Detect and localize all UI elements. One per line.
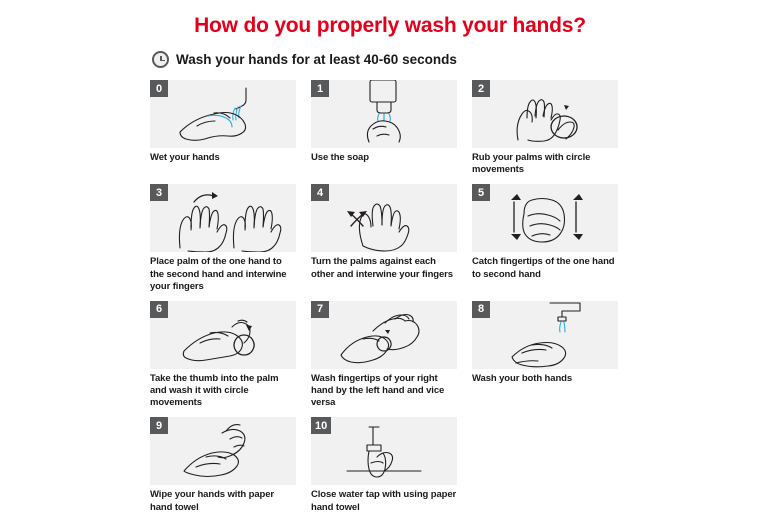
thumb-rotational-rub-icon	[150, 301, 296, 369]
step-item	[311, 184, 457, 292]
step-illustration	[472, 184, 618, 252]
step-number-badge: 6	[150, 301, 168, 318]
step-caption: Wet your hands	[150, 152, 220, 164]
interlocked-fingers-grip-icon	[472, 184, 618, 252]
palm-over-back-interlaced-icon	[150, 184, 296, 252]
step-illustration	[472, 80, 618, 148]
step-item	[472, 301, 618, 409]
step-caption: Catch fingertips of the one hand to second hand	[472, 256, 615, 280]
step-number-badge: 5	[472, 184, 490, 201]
step-item	[150, 80, 296, 176]
fingertips-in-palm-icon	[311, 301, 457, 369]
duration-note	[152, 51, 630, 68]
step-illustration	[311, 301, 457, 369]
step-illustration	[150, 184, 296, 252]
step-illustration	[150, 301, 296, 369]
step-number-badge: 10	[311, 417, 331, 434]
palms-interlaced-icon	[311, 184, 457, 252]
step-item	[472, 80, 618, 176]
step-illustration	[472, 301, 618, 369]
step-number-badge: 7	[311, 301, 329, 318]
step-illustration	[150, 417, 296, 485]
step-item	[472, 184, 618, 292]
step-number-badge: 9	[150, 417, 168, 434]
step-number-badge: 1	[311, 80, 329, 97]
step-item	[311, 417, 457, 513]
hand-under-water-stream-icon	[150, 80, 296, 148]
step-item	[150, 184, 296, 292]
duration-note-label: Wash your hands for at least 40-60 seconds	[176, 52, 457, 68]
step-caption: Rub your palms with circle movements	[472, 152, 591, 176]
step-caption: Place palm of the one hand to the second hand and interwine your fingers	[150, 256, 287, 292]
step-caption: Wash your both hands	[472, 372, 573, 384]
rinse-both-hands-icon	[472, 301, 618, 369]
step-number-badge: 4	[311, 184, 329, 201]
step-number-badge: 8	[472, 301, 490, 318]
dry-with-paper-towel-icon	[150, 417, 296, 485]
palms-circular-rub-icon	[472, 80, 618, 148]
close-tap-with-towel-icon	[311, 417, 457, 485]
step-caption: Close water tap with using paper hand towel	[311, 489, 457, 513]
page-title: How do you properly wash your hands?	[194, 14, 586, 37]
clock-icon	[152, 51, 169, 68]
step-illustration	[311, 184, 457, 252]
step-illustration	[311, 417, 457, 485]
step-item	[150, 417, 296, 513]
step-caption: Turn the palms against each other and interwine your fingers	[311, 256, 453, 280]
step-illustration	[311, 80, 457, 148]
step-number-badge: 3	[150, 184, 168, 201]
step-number-badge: 2	[472, 80, 490, 97]
step-caption: Use the soap	[311, 152, 369, 164]
step-caption: Wash fingertips of your right hand by the left hand and vice versa	[311, 372, 445, 409]
step-caption: Wipe your hands with paper hand towel	[150, 489, 274, 513]
step-item	[150, 301, 296, 409]
steps-grid	[150, 80, 630, 522]
step-item	[311, 301, 457, 409]
step-number-badge: 0	[150, 80, 168, 97]
step-item	[311, 80, 457, 176]
soap-dispenser-hand-icon	[311, 80, 457, 148]
step-caption: Take the thumb into the palm and wash it with circle movements	[150, 372, 279, 409]
step-illustration	[150, 80, 296, 148]
